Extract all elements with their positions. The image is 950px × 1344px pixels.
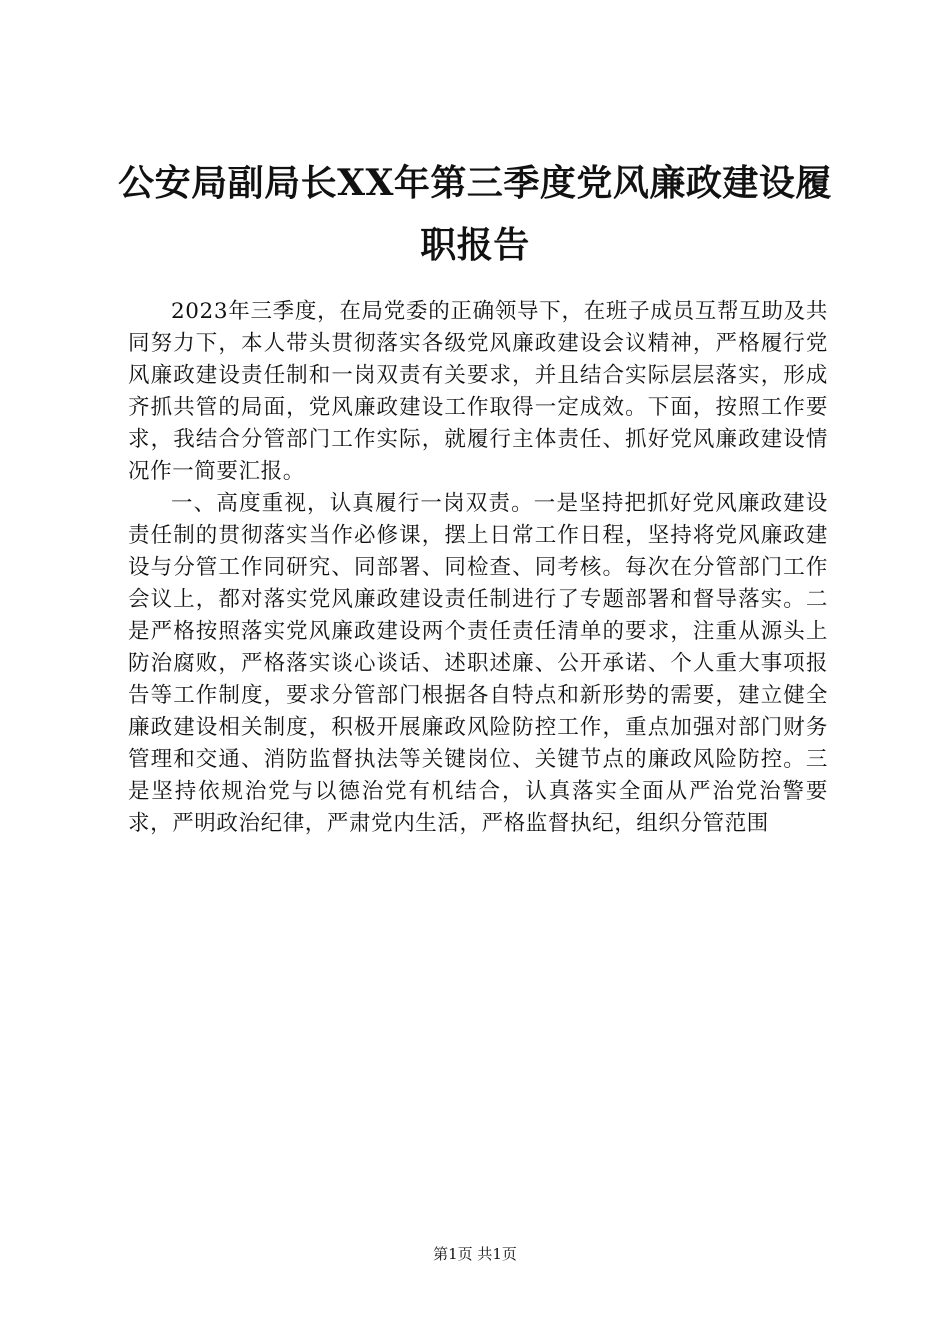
paragraph-intro: 2023年三季度，在局党委的正确领导下，在班子成员互帮互助及共同努力下，本人带头贯彻落实各级党风廉政建设会议精神，严格履行党风廉政建设责任制和一岗双责有关要求，并且结合实际层层落实，形成齐抓共管的局面，党风廉政建设工作取得一定成效。下面，按照工作要求，我结合分管部门工作实际，就履行主体责任、抓好党风廉政建设情况作一简要汇报。 — [128, 299, 828, 484]
page-footer: 第1页 共1页 — [433, 1245, 517, 1263]
paragraph-section-one: 一、高度重视，认真履行一岗双责。一是坚持把抓好党风廉政建设责任制的贯彻落实当作必修课，摆上日常工作日程，坚持将党风廉政建设与分管工作同研究、同部署、同检查、同考核。每次在分管部门工作会议上，都对落实党风廉政建设责任制进行了专题部署和督导落实。二是严格按照落实党风廉政建设两个责任责任清单的要求，注重从源头上防治腐败，严格落实谈心谈话、述职述廉、公开承诺、个人重大事项报告等工作制度，要求分管部门根据各自特点和新形势的需要，建立健全廉政建设相关制度，积极开展廉政风险防控工作，重点加强对部门财务管理和交通、消防监督执法等关键岗位、关键节点的廉政风险防控。三是坚持依规治党与以德治党有机结合，认真落实全面从严治党治警要求，严明政治纪律，严肃党内生活，严格监督执纪，组织分管范围 — [128, 491, 828, 836]
document-body — [128, 296, 828, 840]
document-title: 公安局副局长XX年第三季度党风廉政建设履职报告 — [118, 162, 832, 266]
